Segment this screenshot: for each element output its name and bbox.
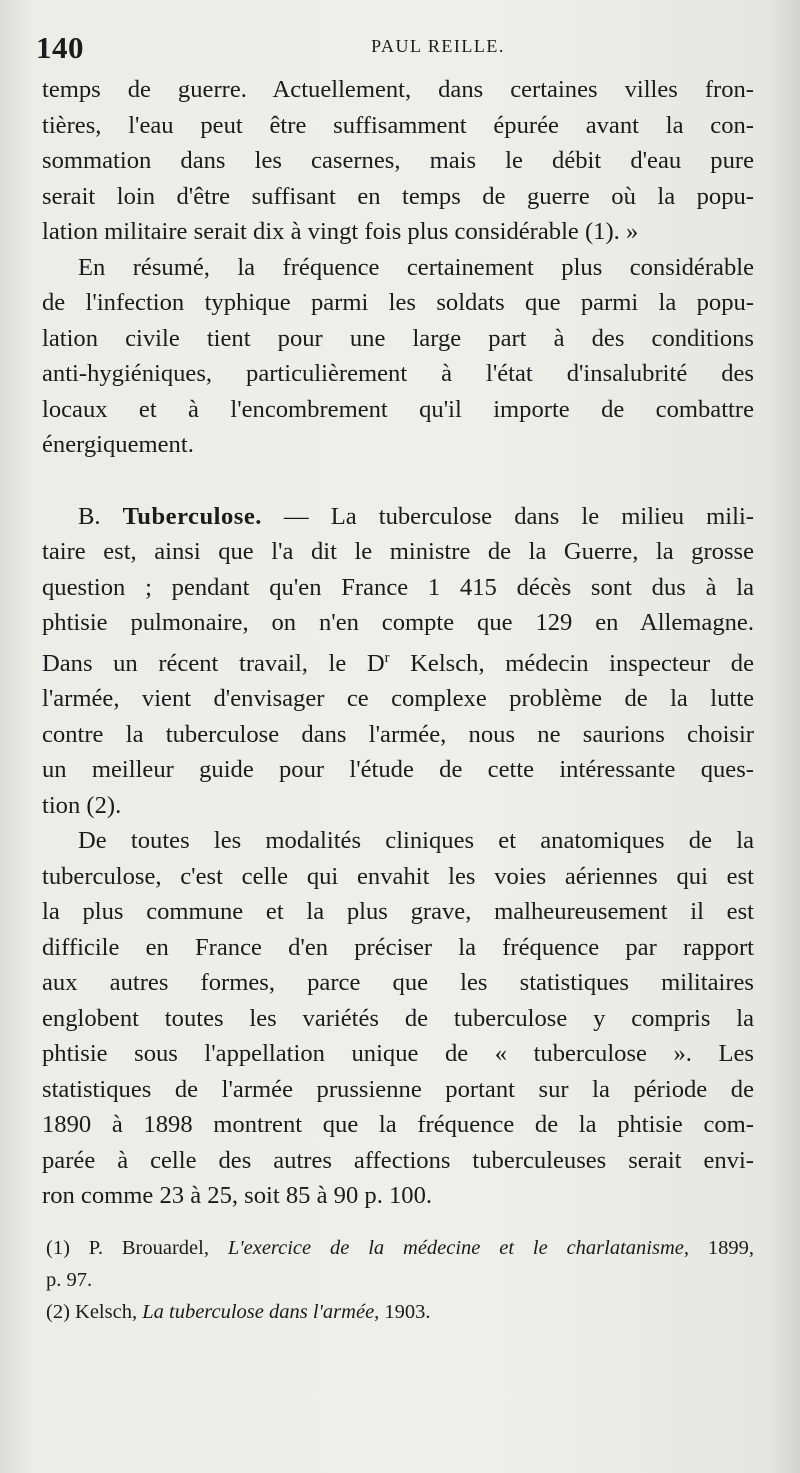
text-segment: — La tuberculose dans le milieu mili- bbox=[261, 502, 754, 530]
footnote-2 bbox=[46, 1298, 754, 1327]
text-line: englobent toutes les variétés de tuberculose y compris la bbox=[42, 1004, 754, 1032]
footnote-tail: , 1899, bbox=[683, 1237, 754, 1259]
section-heading-line bbox=[42, 499, 754, 535]
footnote-1 bbox=[46, 1234, 754, 1263]
text-line: lation militaire serait dix à vingt fois plus considérable (1). » bbox=[42, 218, 639, 245]
page-number: 140 bbox=[36, 30, 84, 65]
text-line: sommation dans les casernes, mais le débit d'eau pure bbox=[42, 147, 754, 174]
text-line: de l'infection typhique parmi les soldats que parmi la popu- bbox=[42, 289, 754, 316]
text-line: contre la tuberculose dans l'armée, nous ne saurions choisir bbox=[42, 720, 754, 748]
text-line: aux autres formes, parce que les statistiques militaires bbox=[42, 969, 754, 997]
text-line: tières, l'eau peut être suffisamment épurée avant la con- bbox=[42, 111, 754, 139]
text-line: temps de guerre. Actuellement, dans certaines villes fron- bbox=[42, 76, 754, 103]
text-line: anti-hygiéniques, particulièrement à l'état d'insalubrité des bbox=[42, 360, 754, 387]
section-letter: B. bbox=[78, 502, 123, 530]
text-line: En résumé, la fréquence certainement plus considérable bbox=[78, 253, 754, 281]
footnote-title: La tuberculose dans l'armée bbox=[142, 1301, 375, 1323]
text-line: difficile en France d'en préciser la fréquence par rapport bbox=[42, 933, 754, 961]
paragraph-4 bbox=[42, 823, 754, 1214]
text-line: tion (2). bbox=[42, 791, 122, 819]
text-line: tuberculose, c'est celle qui envahit les voies aériennes qui est bbox=[42, 862, 754, 890]
text-line: statistiques de l'armée prussienne portant sur la période de bbox=[42, 1075, 754, 1103]
text-line: énergiquement. bbox=[42, 431, 194, 458]
text-segment: Kelsch, médecin inspecteur de bbox=[389, 649, 754, 677]
paragraph-1 bbox=[42, 72, 754, 250]
footnote-tail: , 1903. bbox=[374, 1301, 431, 1323]
text-line: De toutes les modalités cliniques et anatomiques de la bbox=[78, 827, 754, 855]
text-line: serait loin d'être suffisant en temps de guerre où la popu- bbox=[42, 182, 754, 210]
text-line: lation civile tient pour une large part à des conditions bbox=[42, 324, 754, 352]
text-line: taire est, ainsi que l'a dit le ministre de la Guerre, la grosse bbox=[42, 538, 754, 565]
footnote-marker: (2) Kelsch, bbox=[46, 1301, 143, 1323]
running-title: PAUL REILLE. bbox=[371, 36, 505, 56]
footnote-marker: (1) P. Brouardel, bbox=[46, 1237, 228, 1259]
footnotes bbox=[46, 1234, 754, 1330]
text-line bbox=[42, 641, 754, 682]
superscript: r bbox=[384, 649, 390, 666]
text-line: l'armée, vient d'envisager ce complexe problème de la lutte bbox=[42, 685, 754, 713]
section-spacer bbox=[42, 463, 754, 499]
text-line: phtisie pulmonaire, on n'en compte que 129 en Allemagne. bbox=[42, 609, 754, 636]
section-tuberculose bbox=[42, 499, 754, 824]
page-header bbox=[36, 30, 760, 70]
text-line: phtisie sous l'appellation unique de « tuberculose ». Les bbox=[42, 1040, 754, 1068]
text-line: parée à celle des autres affections tuberculeuses serait envi- bbox=[42, 1146, 754, 1174]
section-heading: Tuberculose. bbox=[122, 502, 262, 530]
body-text bbox=[42, 72, 754, 1214]
text-line: ron comme 23 à 25, soit 85 à 90 p. 100. bbox=[42, 1182, 433, 1210]
text-segment: Dans un récent travail, le D bbox=[42, 649, 385, 677]
text-line: 1890 à 1898 montrent que la fréquence de la phtisie com- bbox=[42, 1111, 754, 1139]
text-line: locaux et à l'encombrement qu'il importe de combattre bbox=[42, 395, 754, 423]
text-line: question ; pendant qu'en France 1 415 décès sont dus à la bbox=[42, 573, 754, 601]
footnote-1-continuation: p. 97. bbox=[46, 1269, 93, 1291]
text-line: la plus commune et la plus grave, malheureusement il est bbox=[42, 898, 754, 926]
footnote-title: L'exercice de la médecine et le charlatanisme bbox=[227, 1237, 684, 1259]
text-line: un meilleur guide pour l'étude de cette intéressante ques- bbox=[42, 756, 754, 784]
paragraph-2 bbox=[42, 250, 754, 463]
